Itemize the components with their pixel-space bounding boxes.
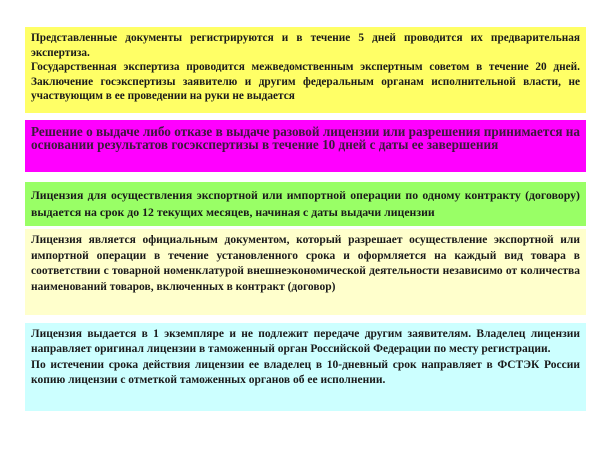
license-term-paragraph: Лицензия для осуществления экспортной или импортной операции по одному контракту (договору) выдается на срок до 12 текущих месяцев, начиная с даты выдачи лицензии [31, 188, 580, 219]
license-term-block [25, 182, 586, 226]
license-issuance-block [25, 323, 586, 411]
registration-expertise-block [25, 27, 586, 113]
license-expiry-paragraph: По истечении срока действия лицензии ее владелец в 10-дневный срок направляет в ФСТЭК России копию лицензии с отметкой таможенных органов об ее исполнении. [31, 358, 580, 387]
license-copy-paragraph: Лицензия выдается в 1 экземпляре и не подлежит передаче другим заявителям. Владелец лицензии направляет оригинал лицензии в таможенный орган Российской Федерации по месту регистрации. [31, 328, 580, 356]
license-definition-paragraph: Лицензия является официальным документом, который разрешает осуществление экспортной или импортной операции в течение установленного срока и оформляется на каждый вид товара в соответствии с товарной номенклатурой внешнеэкономической деятельности независимо от количества наименований товаров, включенных в контракт (договор) [31, 234, 580, 293]
state-expertise-paragraph: Государственная экспертиза проводится межведомственным экспертным советом в течение 20 дней. Заключение госэкспертизы заявителю и другим федеральным органам исполнительной власти, не участвующим в ее проведении на руки не выдается [31, 61, 580, 103]
decision-paragraph: Решение о выдаче либо отказе в выдаче разовой лицензии или разрешения принимается на основании результатов госэкспертизы в течение 10 дней с даты ее завершения [31, 124, 580, 152]
registration-paragraph: Представленные документы регистрируются и в течение 5 дней проводится их предварительная экспертиза. [31, 32, 580, 59]
decision-block [25, 120, 586, 172]
license-definition-block [25, 229, 586, 315]
